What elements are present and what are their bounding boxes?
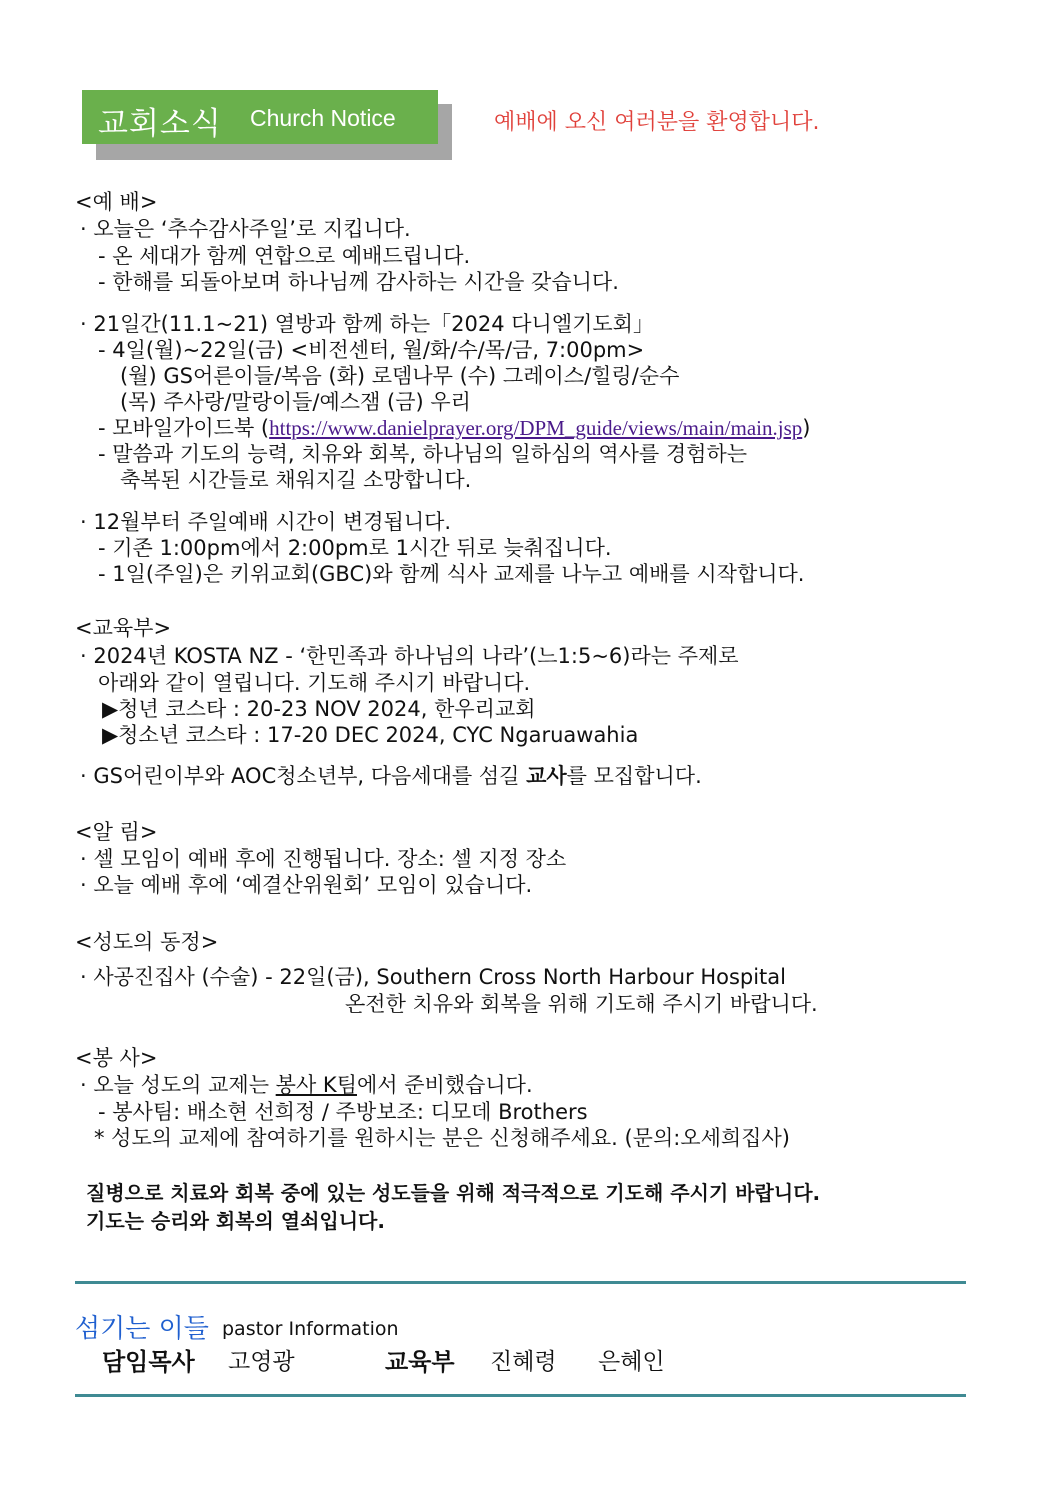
education-heading: <교육부> [75,616,172,640]
worship-line-13: - 1일(주일)은 키위교회(GBC)와 함께 식사 교제를 나누고 예배를 시작합니다. [98,562,805,586]
worship-line-7: (목) 주사랑/말랑이들/예스잼 (금) 우리 [120,390,471,414]
notice-heading: <알 림> [75,820,158,844]
service-line-3: * 성도의 교제에 참여하기를 원하시는 분은 신청해주세요. (문의:오세희집사) [94,1126,790,1150]
notice-line-2: · 오늘 예배 후에 ‘예결산위원회’ 모임이 있습니다. [80,873,533,897]
guidebook-label: - 모바일가이드북 ( [98,416,270,440]
prayer-line-2: 기도는 승리와 회복의 열쇠입니다. [86,1209,385,1233]
header-title-en: Church Notice [250,105,396,131]
worship-line-9: - 말씀과 기도의 능력, 치유와 회복, 하나님의 일하심의 역사를 경험하는 [98,442,748,466]
staff-role-senior-pastor: 담임목사 [102,1348,195,1376]
staff-title-en: pastor Information [222,1318,399,1340]
members-line-1: · 사공진집사 (수술) - 22일(금), Southern Cross North Harbour Hospital [80,965,786,989]
teacher-recruit-c: 를 모집합니다. [566,764,702,788]
teacher-recruit-a: · GS어린이부와 AOC청소년부, 다음세대를 섬길 [80,764,527,788]
staff-role-education: 교육부 [385,1348,455,1376]
worship-line-1: · 오늘은 ‘추수감사주일’로 지킵니다. [80,217,411,241]
education-line-3: ▶청년 코스타 : 20-23 NOV 2024, 한우리교회 [102,697,536,721]
service-line-1-a: · 오늘 성도의 교제는 [80,1073,276,1097]
notice-line-1: · 셀 모임이 예배 후에 진행됩니다. 장소: 셀 지정 장소 [80,847,567,871]
worship-line-3: - 한해를 되돌아보며 하나님께 감사하는 시간을 갖습니다. [98,270,619,294]
worship-heading: <예 배> [75,190,158,214]
education-line-2: 아래와 같이 열립니다. 기도해 주시기 바랍니다. [98,671,531,695]
staff-name-education-2: 은혜인 [598,1349,665,1375]
members-line-2: 온전한 치유와 회복을 위해 기도해 주시기 바랍니다. [345,992,818,1016]
worship-line-6: (월) GS어른이들/복음 (화) 로뎀나무 (수) 그레이스/힐링/순수 [120,364,680,388]
welcome-text: 예배에 오신 여러분을 환영합니다. [494,110,820,135]
education-line-4: ▶청소년 코스타 : 17-20 DEC 2024, CYC Ngaruawahia [102,723,639,747]
service-line-2: - 봉사팀: 배소현 선희정 / 주방보조: 디모데 Brothers [98,1100,588,1124]
education-line-1: · 2024년 KOSTA NZ - ‘한민족과 하나님의 나라’(느1:5~6)라는 주제로 [80,644,739,668]
footer-rule-bottom [75,1394,966,1397]
teacher-recruit-bold: 교사 [526,764,567,788]
education-line-5 [80,763,702,789]
worship-line-2: - 온 세대가 함께 연합으로 예배드립니다. [98,244,471,268]
worship-line-12: - 기존 1:00pm에서 2:00pm로 1시간 뒤로 늦춰집니다. [98,536,612,560]
worship-line-5: - 4일(월)~22일(금) <비전센터, 월/화/수/목/금, 7:00pm> [98,338,645,362]
service-line-1 [80,1072,533,1098]
service-heading: <봉 사> [75,1046,158,1070]
guidebook-link[interactable]: https://www.danielprayer.org/DPM_guide/views/main/main.jsp [269,416,803,440]
header-banner [82,90,438,144]
header-title-kr: 교회소식 [98,106,222,142]
prayer-line-1: 질병으로 치료와 회복 중에 있는 성도들을 위해 적극적으로 기도해 주시기 바랍니다. [86,1181,821,1205]
worship-line-4: · 21일간(11.1~21) 열방과 함께 하는「2024 다니엘기도회」 [80,312,654,336]
staff-name-senior-pastor: 고영광 [228,1349,295,1375]
worship-line-10: 축복된 시간들로 채워지길 소망합니다. [120,468,472,492]
staff-name-education-1: 진혜령 [490,1349,557,1375]
members-heading: <성도의 동정> [75,930,219,954]
staff-title: 섬기는 이들 [75,1314,209,1344]
footer-rule-top [75,1281,966,1284]
worship-line-11: · 12월부터 주일예배 시간이 변경됩니다. [80,510,452,534]
guidebook-suffix: ) [802,416,811,440]
service-team-name: 봉사 K팀 [275,1073,357,1097]
service-line-1-c: 에서 준비했습니다. [356,1073,533,1097]
worship-line-8 [98,415,810,441]
